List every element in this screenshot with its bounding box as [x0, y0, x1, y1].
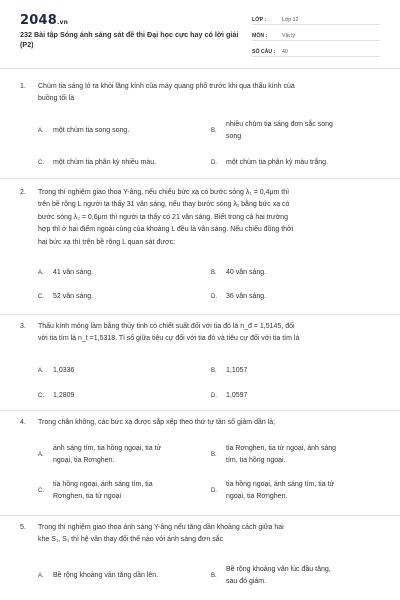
- option-text: [226, 267, 376, 279]
- document-meta: [252, 14, 380, 62]
- option-line: một chùm tia song song.: [53, 127, 130, 134]
- question-line: trên bề rộng L người ta thấy 31 vân sáng, nếu thay bước sóng λ₁ bằng bức xạ có: [38, 201, 290, 209]
- option-text: [53, 291, 203, 303]
- option-text: [53, 570, 203, 582]
- question-line: Trong thí nghiệm giao thoa Y-âng, nếu chiếu bức xạ có bước sóng λ₁ = 0,4μm thì: [38, 189, 290, 196]
- option-text: [53, 443, 203, 467]
- question-number: 3.: [20, 323, 26, 330]
- option-line: Rơnghen, tia tử ngoại: [53, 493, 122, 500]
- option-letter: A.: [38, 573, 44, 579]
- meta-key: LỚP :: [252, 17, 267, 23]
- logo-sub-text: .vn: [56, 19, 69, 26]
- option-letter: B.: [211, 573, 217, 579]
- option-letter: C.: [38, 393, 44, 399]
- option-line: tím, tia hồng ngoại.: [226, 457, 286, 464]
- question-number: 5.: [20, 524, 26, 531]
- meta-value: Lớp 12: [282, 17, 299, 23]
- option-text: [53, 125, 203, 137]
- option-line: nhiều chùm tia sáng đơn sắc song: [226, 121, 333, 128]
- option-line: ngoại, tia Rơnghen.: [53, 457, 115, 464]
- document-title: 232 Bài tập Sóng ánh sáng sát đề thi Đại học cực hay có lời giải (P2): [20, 30, 239, 49]
- question-line: Chùm tia sáng ló ra khỏi lăng kính của máy quang phổ trước khi qua thấu kính của: [38, 83, 295, 90]
- option-text: [226, 390, 376, 402]
- option-letter: A.: [38, 368, 44, 374]
- option-text: [53, 267, 203, 279]
- option-line: ánh sáng tím, tia hồng ngoại, tia tử: [53, 445, 162, 452]
- question-line: khe S₁, S₁ thì hệ vân thay đổi thế nào với ánh sáng đơn sắc: [38, 536, 224, 544]
- option-text: [226, 365, 376, 377]
- question-5: [0, 515, 400, 600]
- option-letter: D.: [211, 160, 217, 166]
- meta-value: 40: [282, 49, 288, 55]
- option-line: song: [226, 133, 242, 140]
- option-line: 52 vân sáng.: [53, 293, 94, 300]
- option-letter: D.: [211, 393, 217, 399]
- question-2: [0, 178, 400, 314]
- option-text: [226, 564, 376, 588]
- option-letter: D.: [211, 488, 217, 494]
- option-letter: C.: [38, 160, 44, 166]
- option-letter: C.: [38, 488, 44, 494]
- question-number: 1.: [20, 83, 26, 90]
- option-text: [53, 390, 203, 402]
- question-4: [0, 410, 400, 515]
- option-text: [53, 365, 203, 377]
- question-line: với tia tím là n_t =1,5318. Tỉ số giữa tiêu cự đối với tia đỏ và tiêu cự đối với tia tím là: [38, 335, 300, 343]
- option-line: một chùm tia phân kỳ nhiều màu.: [53, 159, 157, 166]
- meta-value: Vật lý: [282, 33, 295, 39]
- meta-key: MÔN :: [252, 33, 268, 39]
- meta-row-class: [252, 14, 380, 25]
- question-text: [38, 81, 386, 106]
- question-number: 4.: [20, 419, 26, 426]
- option-letter: B.: [211, 452, 217, 458]
- question-line: Trong chân không, các bức xạ được sắp xếp theo thứ tự tần số giảm dần là;: [38, 419, 276, 426]
- option-line: ngoại, tia Rơnghen.: [226, 493, 288, 500]
- option-line: Bề rộng khoảng vân lúc đầu tăng,: [226, 566, 331, 573]
- meta-key: SỐ CÂU :: [252, 49, 276, 55]
- question-line: hai bức xạ thì trên bề rộng L quan sát được:: [38, 238, 176, 246]
- question-line: Trong thí nghiệm giao thoa ánh sáng Y-âng nếu tăng dần khoảng cách giữa hai: [38, 524, 284, 531]
- option-line: 41 vân sáng.: [53, 269, 94, 276]
- option-letter: B.: [211, 128, 217, 134]
- option-line: tia hồng ngoại, ánh sáng tím, tia: [53, 481, 153, 488]
- option-line: 36 vân sáng.: [226, 293, 267, 300]
- option-line: một chùm tia phân kỳ màu trắng.: [226, 159, 328, 166]
- question-1: [0, 68, 400, 178]
- option-text: [226, 291, 376, 303]
- question-text: [38, 321, 386, 346]
- question-line: hợp thì ở hai điểm ngoài cùng của khoảng L đều là vân sáng. Nếu chiếu đồng thời: [38, 226, 294, 234]
- option-text: [226, 479, 376, 503]
- question-line: Thấu kính mỏng làm bằng thủy tinh có chiết suất đối với tia đỏ là n_đ = 1,5145, đối: [38, 323, 295, 330]
- option-letter: B.: [211, 368, 217, 374]
- option-text: [53, 157, 203, 169]
- option-line: tia hồng ngoại, ánh sáng tím, tia tử: [226, 481, 335, 488]
- document-header: [0, 0, 400, 62]
- option-line: 1,0336: [53, 367, 75, 374]
- option-text: [53, 479, 203, 503]
- option-text: [226, 119, 376, 143]
- option-line: sau đó giảm.: [226, 578, 267, 585]
- question-line: buồng tối là: [38, 95, 75, 103]
- option-text: [226, 157, 376, 169]
- option-line: tia Rơnghen, tia tử ngoại, ánh sáng: [226, 445, 337, 452]
- question-3: [0, 314, 400, 410]
- option-letter: B.: [211, 270, 217, 276]
- question-line: bước sóng λ₂ = 0,6μm thì người ta thấy có 21 vân sáng. Biết trong cả hai trường: [38, 213, 288, 221]
- option-line: 1,1057: [226, 367, 248, 374]
- option-letter: D.: [211, 294, 217, 300]
- meta-row-count: [252, 46, 380, 57]
- option-line: 40 vân sáng.: [226, 269, 267, 276]
- question-text: [38, 417, 386, 429]
- option-line: 1,2809: [53, 392, 75, 399]
- option-letter: A.: [38, 452, 44, 458]
- question-number: 2.: [20, 189, 26, 196]
- option-line: 1,0597: [226, 392, 248, 399]
- question-text: [38, 187, 386, 249]
- option-line: Bề rộng khoảng vân tăng dần lên.: [53, 572, 159, 579]
- option-letter: A.: [38, 128, 44, 134]
- question-text: [38, 522, 386, 547]
- option-letter: A.: [38, 270, 44, 276]
- option-text: [226, 443, 376, 467]
- option-letter: C.: [38, 294, 44, 300]
- logo-main-text: 2048: [20, 13, 57, 28]
- meta-row-subject: [252, 30, 380, 41]
- site-logo[interactable]: [20, 13, 68, 28]
